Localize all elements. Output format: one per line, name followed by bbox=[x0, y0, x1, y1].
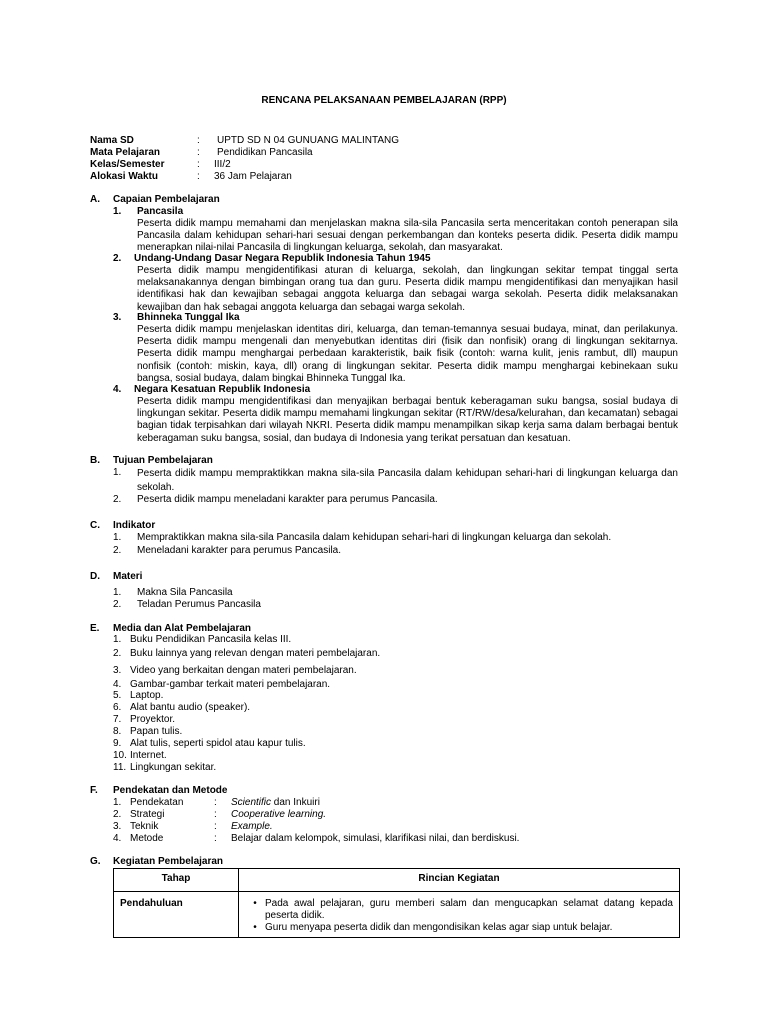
list-number: 1. bbox=[113, 634, 122, 645]
method-colon: : bbox=[214, 797, 217, 808]
list-number: 9. bbox=[113, 738, 122, 749]
bullet-icon: • bbox=[253, 922, 257, 933]
list-number: 2. bbox=[113, 494, 122, 505]
section-title: Indikator bbox=[113, 520, 156, 531]
paragraph: Peserta didik mampu memahami dan menjelaskan makna sila-sila Pancasila serta menceritakan contoh penerapan sila Pancasila dalam kehidupan sehari-hari sesuai dengan perkembangan dan konteks peserta didik. Peserta didik mampu menerapkan nilai-nilai Pancasila di lingkungan keluarga, sekolah, dan masyarakat. bbox=[137, 218, 678, 254]
list-number: 2. bbox=[113, 599, 122, 610]
table-row bbox=[114, 892, 680, 938]
list-item: Buku lainnya yang relevan dengan materi pembelajaran. bbox=[130, 648, 381, 659]
list-item: • Guru menyapa peserta didik dan mengondisikan kelas agar siap untuk belajar. bbox=[245, 922, 673, 934]
list-item: Internet. bbox=[130, 750, 167, 761]
subsection-heading: Undang-Undang Dasar Negara Republik Indonesia Tahun 1945 bbox=[134, 253, 431, 264]
section-d-heading bbox=[90, 571, 142, 583]
list-number: 4. bbox=[113, 833, 122, 844]
identity-label: Alokasi Waktu bbox=[90, 171, 158, 182]
method-colon: : bbox=[214, 833, 217, 844]
identity-colon: : bbox=[197, 135, 200, 146]
method-colon: : bbox=[214, 821, 217, 832]
method-label: Strategi bbox=[130, 809, 165, 820]
list-item: Proyektor. bbox=[130, 714, 176, 725]
section-title: Materi bbox=[113, 571, 143, 582]
identity-colon: : bbox=[197, 171, 200, 182]
list-number: 4. bbox=[113, 384, 122, 395]
paragraph: Peserta didik mampu menjelaskan identitas diri, keluarga, dan teman-temannya sesuai budaya, minat, dan perilakunya. Peserta didik mampu mengenali dan menyebutkan identitas diri (fisik dan nonfisik) orang di lingkungan sekitarnya. Peserta didik mampu menghargai perbedaan karakteristik, baik fisik (contoh: warna kulit, jenis rambut, dll) maupun nonfisik (contoh: miskin, kaya, dll) orang di lingkungan sekitar. Peserta didik mampu menghargai kebinekaan suku bangsa, sosial budaya, dalam bingkai Bhinneka Tunggal Ika. bbox=[137, 324, 678, 384]
list-item: Makna Sila Pancasila bbox=[137, 587, 233, 598]
list-number: 10. bbox=[113, 750, 127, 761]
table-header-cell: Tahap bbox=[114, 869, 239, 892]
method-label: Metode bbox=[130, 833, 164, 844]
list-number: 1. bbox=[113, 797, 122, 808]
list-item: Papan tulis. bbox=[130, 726, 183, 737]
subsection-heading: Bhinneka Tunggal Ika bbox=[137, 312, 240, 323]
identity-label: Mata Pelajaran bbox=[90, 147, 161, 158]
table-header-cell: Rincian Kegiatan bbox=[239, 869, 680, 892]
table-cell-tahap: Pendahuluan bbox=[114, 892, 239, 938]
section-letter: A. bbox=[90, 194, 100, 205]
identity-value: 36 Jam Pelajaran bbox=[214, 171, 292, 182]
paragraph: Peserta didik mampu mengidentifikasi dan menyajikan berbagai bentuk keberagaman suku bangsa, sosial budaya di lingkungan sekitar. Peserta didik mampu memahami lingkungan sekitar (RT/RW/desa/kelurahan, dan kecamatan) sebagai bagian tidak terpisahkan dari wilayah NKRI. Peserta didik mampu menampilkan sikap kerja sama dalam berbagai bentuk keberagaman suku bangsa, sosial, dan budaya di Indonesia yang terikat persatuan dan kesatuan. bbox=[137, 396, 678, 444]
method-value: Example. bbox=[231, 821, 273, 832]
list-number: 2. bbox=[113, 253, 122, 264]
section-letter: F. bbox=[90, 785, 98, 796]
identity-colon: : bbox=[197, 147, 200, 158]
document-title: RENCANA PELAKSANAAN PEMBELAJARAN (RPP) bbox=[261, 95, 507, 106]
list-item: Peserta didik mampu meneladani karakter para perumus Pancasila. bbox=[137, 494, 438, 505]
section-letter: E. bbox=[90, 623, 100, 634]
list-number: 4. bbox=[113, 679, 122, 690]
section-letter: B. bbox=[90, 455, 100, 466]
list-number: 3. bbox=[113, 821, 122, 832]
list-number: 2. bbox=[113, 809, 122, 820]
list-number: 1. bbox=[113, 467, 122, 478]
identity-label: Kelas/Semester bbox=[90, 159, 165, 170]
list-number: 5. bbox=[113, 690, 122, 701]
list-number: 3. bbox=[113, 312, 122, 323]
list-item: Buku Pendidikan Pancasila kelas III. bbox=[130, 634, 292, 645]
section-letter: C. bbox=[90, 520, 100, 531]
list-number: 7. bbox=[113, 714, 122, 725]
paragraph: Peserta didik mampu mengidentifikasi aturan di keluarga, sekolah, dan lingkungan sekitar tempat tinggal serta melaksanakannya dengan bimbingan orang tua dan guru. Peserta didik mampu mengidentifikasi dan menyajikan hasil identifikasi hak dan kewajiban sebagai anggota keluarga dan sebagai warga sekolah. Peserta didik melaksanakan kewajiban dan hak sebagai anggota keluarga dan sebagai warga sekolah. bbox=[137, 265, 678, 313]
activity-table bbox=[113, 868, 680, 938]
method-value: Scientific dan Inkuiri bbox=[231, 797, 320, 808]
list-number: 6. bbox=[113, 702, 122, 713]
section-a-heading bbox=[90, 194, 220, 206]
identity-value: III/2 bbox=[214, 159, 231, 170]
section-title: Tujuan Pembelajaran bbox=[113, 455, 213, 466]
section-title: Capaian Pembelajaran bbox=[113, 194, 220, 205]
method-label: Pendekatan bbox=[130, 797, 184, 808]
list-number: 1. bbox=[113, 532, 122, 543]
list-item: Meneladani karakter para perumus Pancasila. bbox=[137, 545, 341, 556]
list-item: • Pada awal pelajaran, guru memberi salam dan mengucapkan selamat datang kepada peserta didik. bbox=[245, 898, 673, 922]
list-item: Lingkungan sekitar. bbox=[130, 762, 217, 773]
list-number: 1. bbox=[113, 587, 122, 598]
section-title: Media dan Alat Pembelajaran bbox=[113, 623, 252, 634]
section-title: Pendekatan dan Metode bbox=[113, 785, 228, 796]
list-number: 1. bbox=[113, 206, 122, 217]
section-letter: G. bbox=[90, 856, 101, 867]
list-item: Mempraktikkan makna sila-sila Pancasila dalam kehidupan sehari-hari di lingkungan keluarga dan sekolah. bbox=[137, 532, 612, 543]
identity-label: Nama SD bbox=[90, 135, 134, 146]
section-letter: D. bbox=[90, 571, 100, 582]
list-item: Alat tulis, seperti spidol atau kapur tulis. bbox=[130, 738, 306, 749]
list-item: Alat bantu audio (speaker). bbox=[130, 702, 251, 713]
section-c-heading bbox=[90, 520, 155, 532]
table-header-row bbox=[114, 869, 680, 892]
section-title: Kegiatan Pembelajaran bbox=[113, 856, 224, 867]
method-value: Belajar dalam kelompok, simulasi, klarifikasi nilai, dan berdiskusi. bbox=[231, 833, 520, 844]
subsection-heading: Pancasila bbox=[137, 206, 184, 217]
list-item: Gambar-gambar terkait materi pembelajaran. bbox=[130, 679, 331, 690]
list-number: 11. bbox=[113, 762, 127, 773]
method-value: Cooperative learning. bbox=[231, 809, 327, 820]
list-number: 8. bbox=[113, 726, 122, 737]
section-g-heading bbox=[90, 856, 223, 868]
table-cell-rincian bbox=[239, 892, 680, 938]
identity-value: UPTD SD N 04 GUNUANG MALINTANG bbox=[217, 135, 400, 146]
section-b-heading bbox=[90, 455, 213, 467]
method-label: Teknik bbox=[130, 821, 159, 832]
list-item: Video yang berkaitan dengan materi pembelajaran. bbox=[130, 665, 357, 676]
method-colon: : bbox=[214, 809, 217, 820]
list-number: 2. bbox=[113, 648, 122, 659]
identity-colon: : bbox=[197, 159, 200, 170]
list-number: 3. bbox=[113, 665, 122, 676]
list-item: Teladan Perumus Pancasila bbox=[137, 599, 261, 610]
list-item: Peserta didik mampu mempraktikkan makna sila-sila Pancasila dalam kehidupan sehari-hari di lingkungan keluarga dan sekolah. bbox=[137, 468, 678, 493]
list-number: 2. bbox=[113, 545, 122, 556]
section-f-heading bbox=[90, 785, 227, 797]
subsection-heading: Negara Kesatuan Republik Indonesia bbox=[134, 384, 311, 395]
list-item: Laptop. bbox=[130, 690, 164, 701]
bullet-icon: • bbox=[253, 898, 257, 909]
identity-value: Pendidikan Pancasila bbox=[217, 147, 313, 158]
